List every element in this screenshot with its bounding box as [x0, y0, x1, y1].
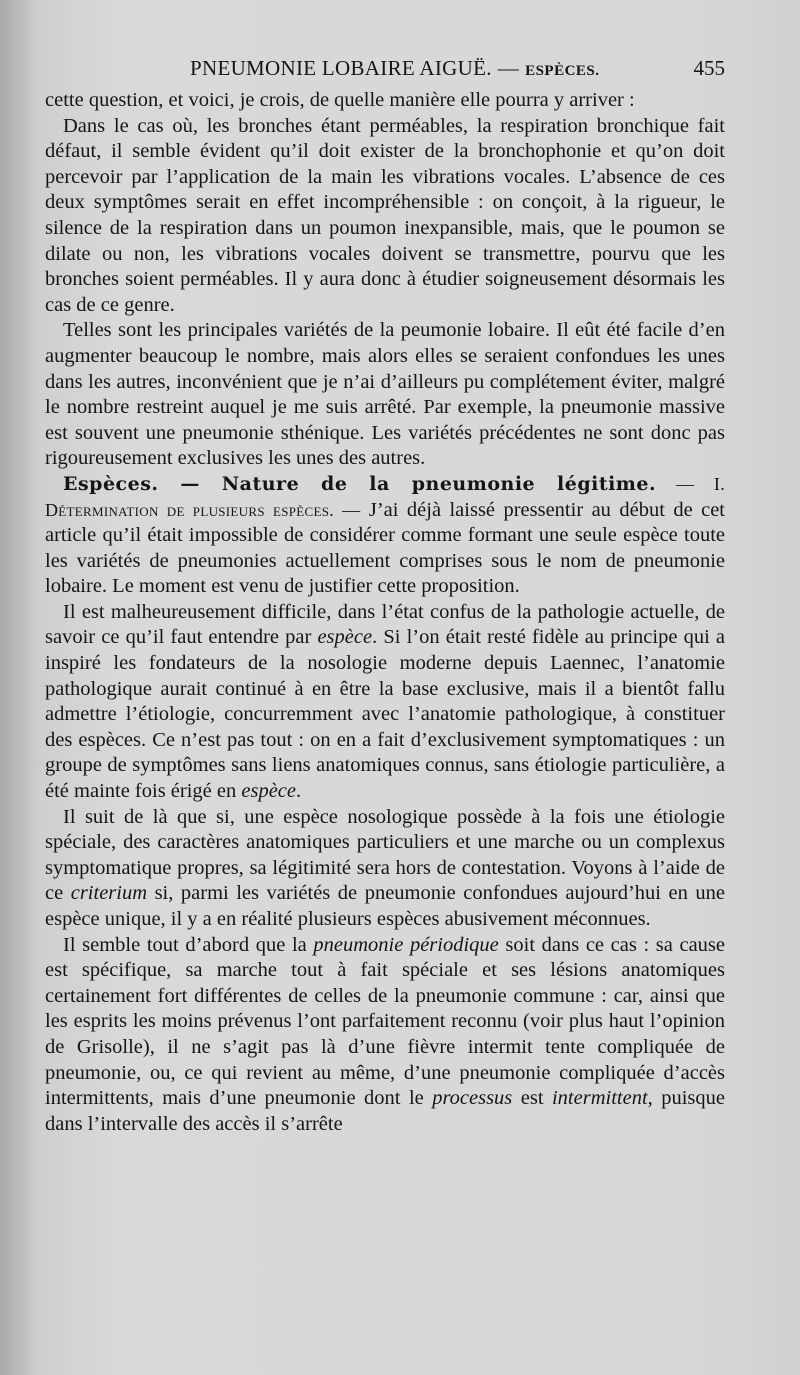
page-body	[45, 88, 725, 1137]
paragraph-7	[45, 933, 725, 1138]
paragraph-6-text-a: Il suit de là que si, une espèce nosologique possède à la fois une étiologie spéciale, des caractères anatomiques particuliers et une marche ou un complexus symptomatique propres, sa légitimité sera hors de contestation. Voyons à l’aide de ce	[45, 805, 725, 905]
running-title	[190, 56, 600, 81]
paragraph-7-text-d: , puisque dans l’intervalle des accès il s’arrête	[45, 1087, 725, 1135]
paragraph-5-emphasis-a: espèce	[317, 626, 373, 649]
paragraph-6-text-b: si, parmi les variétés de pneumonie confondues aujourd’hui en une espèce unique, il y a en réalité plusieurs espèces abusivement méconnues.	[45, 882, 725, 930]
page-number: 455	[693, 56, 725, 80]
paragraph-5-text-a: Il est malheureusement difficile, dans l’état confus de la pathologie actuelle, de savoir ce qu’il faut entendre par	[45, 600, 725, 649]
paragraph-2-text: Dans le cas où, les bronches étant perméables, la respiration bronchique fait défaut, il semble évident qu’il doit exister de la bronchophonie et qu’on doit percevoir par l’application de la main les vibrations vocales. L’absence de ces deux symptômes serait en effet incompréhensible : on conçoit, à la rigueur, le silence de la respiration dans un poumon inexpansible, mais, que le poumon se dilate ou non, les vibrations vocales doivent se transmettre, pourvu que les bronches soient perméables. Il y aura donc à étudier soigneusement désormais les cas de ce genre.	[45, 114, 725, 316]
paragraph-7-emphasis-a: pneumonie périodique	[313, 933, 499, 956]
section-heading: Espèces. — Nature de la pneumonie légitime.	[63, 472, 657, 495]
paragraph-3-text: Telles sont les principales variétés de la peumonie lobaire. Il eût été facile d’en augmenter beaucoup le nombre, mais alors elles se seraient confondues les unes dans les autres, inconvénient que je n’ai d’ailleurs pu complétement éviter, malgré le nombre restreint auquel je me suis arrêté. Par exemple, la pneumonie massive est souvent une pneumonie sthénique. Les variétés précédentes ne sont donc pas rigoureusement exclusives les unes des autres.	[45, 319, 725, 470]
paragraph-5-emphasis-b: espèce	[241, 780, 296, 803]
header-dash: —	[497, 56, 520, 80]
paragraph-2	[45, 114, 725, 319]
paragraph-1	[45, 88, 725, 114]
paragraph-5-text-b: . Si l’on était resté fidèle au principe qui a inspiré les fondateurs de la nosologie moderne depuis Laennec, l’anatomie pathologique aurait continué à en être la base exclusive, mais il a bientôt fallu admettre l’étiologie, concurremment avec l’anatomie pathologique, à constituer des espèces. Ce n’est pas tout : on en a fait d’exclusivement symptomatiques : un groupe de symptômes sans liens anatomiques connus, sans étiologie particulière, a été mainte fois érigé en	[45, 626, 725, 803]
paragraph-1-text: cette question, et voici, je crois, de quelle manière elle pourra y arriver :	[45, 89, 635, 111]
paragraph-6	[45, 805, 725, 933]
running-header	[45, 50, 725, 84]
paragraph-7-text-b: soit dans ce cas : sa cause est spécifique, sa marche tout à fait spéciale et ses lésions anatomiques certainement fort différentes de celles de la pneumonie commune : car, ainsi que les esprits les moins prévenus l’ont parfaitement reconnu (voir plus haut l’opinion de Grisolle), il ne s’agit pas là d’une fièvre intermit tente compliquée de pneumonie, ou, ce qui revient au même, d’une pneumonie compliquée d’accès intermittents, mais d’une pneumonie dont le	[45, 933, 725, 1110]
paragraph-7-emphasis-c: intermittent	[551, 1087, 648, 1110]
paragraph-4	[45, 472, 725, 600]
paragraph-6-emphasis-a: criterium	[70, 882, 148, 905]
paragraph-5	[45, 600, 725, 805]
paragraph-7-emphasis-b: processus	[432, 1087, 513, 1110]
header-title-text: PNEUMONIE LOBAIRE AIGUË.	[190, 56, 492, 80]
paragraph-5-text-c: .	[296, 780, 302, 803]
paragraph-7-text-c: est	[520, 1087, 544, 1110]
paragraph-4-text: J’ai déjà laissé pressentir au début de cet article qu’il était impossible de considérer comme formant une seule espèce toute les variétés de pneumonies actuellement comprises sous le nom de pneumonie lobaire. Le moment est venu de justifier cette proposition.	[45, 498, 725, 598]
subsection-heading: — I. Détermination de plusieurs espèces. —	[45, 473, 725, 520]
paragraph-3	[45, 318, 725, 472]
paragraph-7-text-a: Il semble tout d’abord que la	[63, 933, 307, 956]
header-section: ESPÈCES.	[525, 63, 600, 79]
